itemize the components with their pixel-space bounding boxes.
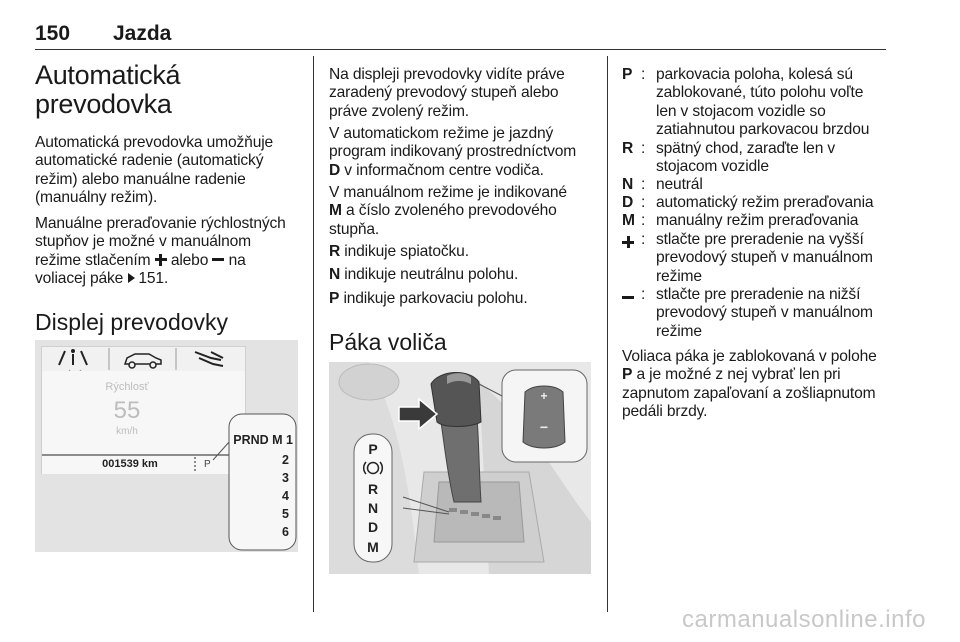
text-line: spätný chod, zaraďte len v [656,140,836,157]
definition-item-plus [622,231,892,286]
section-title: Jazda [113,22,172,45]
definition-colon: : [641,140,646,157]
minus-icon [622,296,634,299]
definition-item-m [622,212,892,231]
callout-gear: 5 [282,507,289,521]
definition-colon: : [641,194,646,211]
definition-value [656,194,892,212]
text-line: automatické radenie (automatický [35,152,264,170]
title-line-1: Automatická [35,60,181,90]
definition-value [656,231,892,286]
text-line: zaradený prevodový stupeň alebo [329,84,559,102]
text-line: len v stojacom vozidle so [656,102,826,120]
selector-lever-illustration [329,362,591,574]
callout-header: PRND M 1 [233,433,293,447]
definition-item-p [622,66,892,140]
text-line: stupňov je možné v manuálnom [35,233,251,251]
callout-gear: 4 [282,489,289,503]
lever-subtitle: Páka voliča [329,329,447,355]
minus-icon [212,258,224,261]
column-divider-2 [607,56,608,612]
column-divider-1 [313,56,314,612]
definition-key [622,234,638,252]
callout-gear: 6 [282,525,289,539]
text-line: stupňa. [329,220,380,238]
callout-gear: 2 [282,453,289,467]
speed-label: Rýchlosť [105,381,149,393]
definition-value [656,140,892,177]
page-header [35,22,885,48]
plus-icon [622,236,634,248]
text-span: indikuje parkovaciu polohu. [339,290,528,307]
definition-key [622,290,638,308]
text-line: Manuálne preraďovanie rýchlostných [35,215,286,232]
definition-colon: : [641,212,646,229]
text-span: indikuje spiatočku. [340,243,469,260]
text-line: automatický režim preraďovania [656,194,874,211]
definition-item-n [622,176,892,195]
gear-key: R [329,243,341,260]
text-line: režime [656,322,702,340]
callout-gear: 3 [282,471,289,485]
text-span: a číslo zvoleného prevodového [341,202,557,220]
definition-item-minus [622,286,892,341]
lever-lock-note [622,348,897,422]
text-span: režime stlačením [35,251,155,269]
plus-button-label: + [540,389,548,403]
definition-colon: : [641,176,646,193]
lever-position-d: D [367,519,379,535]
text-line: Voliaca páka je zablokovaná v polohe [622,348,877,365]
text-line: stlačte pre preradenie na nižší [656,286,861,303]
lever-position-p: P [368,441,378,457]
definition-colon: : [641,286,646,303]
text-line: zapnutom zapaľovaní a zošliapnutom [622,384,876,402]
text-line: program indikovaný prostredníctvom [329,143,577,161]
text-line [622,366,897,384]
auto-mode-paragraph [329,125,601,180]
text-line: režim) alebo manuálne radenie [35,170,246,188]
speed-value: 55 [113,397,141,424]
lever-svg [329,362,591,574]
definition-item-d [622,194,892,213]
text-span: v informačnom centre vodiča. [340,161,544,179]
manual-mode-paragraph [329,184,601,239]
gear-indicator: P [204,459,211,470]
gear-key: P [622,366,633,384]
text-line: stojacom vozidle [656,158,769,176]
definition-value [656,66,892,140]
definition-colon: : [641,231,646,248]
gear-key: D [329,161,341,179]
gear-key: N [329,266,341,283]
lever-position-m: M [367,539,379,555]
page-reference-icon [128,273,135,283]
display-subtitle: Displej prevodovky [35,309,229,335]
text-span: na [224,251,246,269]
text-line: stlačte pre preradenie na vyšší [656,231,864,248]
text-line: Automatická prevodovka umožňuje [35,134,274,151]
text-span: voliacej páke [35,270,128,288]
gear-key: P [329,290,340,307]
text-span: a je možné z nej vybrať len pri [632,366,841,384]
text-line: prevodový stupeň v manuálnom [656,249,873,267]
text-span: indikuje neutrálnu polohu. [340,266,519,283]
lever-position-r: R [367,481,379,497]
text-line: V manuálnom režime je indikované [329,184,567,201]
gear-key: M [329,202,342,220]
text-line: práve zvolený režim. [329,102,469,120]
definition-colon: : [641,66,646,83]
page-number: 150 [35,22,71,45]
definition-key: P [622,66,633,83]
neutral-line [329,266,601,284]
speed-unit: km/h [116,426,138,437]
odometer: 001539 km [102,458,158,470]
lever-position-n: N [367,500,379,516]
definition-item-r [622,140,892,177]
definition-key: R [622,140,634,157]
text-line: Na displeji prevodovky vidíte práve [329,66,565,83]
text-line: režime [656,267,702,285]
minus-button-label: − [539,419,549,435]
text-line: zablokované, túto polohu voľte [656,84,864,102]
definition-value [656,212,892,230]
text-span: alebo [166,251,213,269]
text-line [329,202,601,220]
definition-value [656,286,892,341]
text-line: pedáli brzdy. [622,403,708,421]
manual-shift-paragraph [35,215,311,289]
text-line: (manuálny režim). [35,189,158,207]
text-line: manuálny režim preraďovania [656,212,859,229]
text-line: zatiahnutou parkovacou brzdou [656,121,870,139]
watermark: carmanualsonline.info [682,606,926,633]
definition-key: N [622,176,634,193]
text-line [35,270,311,288]
text-line: prevodový stupeň v manuálnom [656,304,873,322]
title-line-2: prevodovka [35,89,172,119]
text-line [35,252,311,270]
park-line [329,290,601,308]
text-line: neutrál [656,176,703,193]
text-line: V automatickom režime je jazdný [329,125,554,142]
intro-paragraph [35,134,310,208]
display-svg [35,340,298,552]
reverse-line [329,243,601,261]
text-line [329,162,601,180]
text-line: parkovacia poloha, kolesá sú [656,66,853,83]
definition-value [656,176,892,194]
plus-icon [155,254,167,266]
header-rule [35,49,886,50]
transmission-display-illustration [35,340,298,552]
display-paragraph [329,66,601,121]
definition-key: M [622,212,635,229]
definition-key: D [622,194,634,211]
page-reference-link[interactable]: 151. [138,270,169,288]
